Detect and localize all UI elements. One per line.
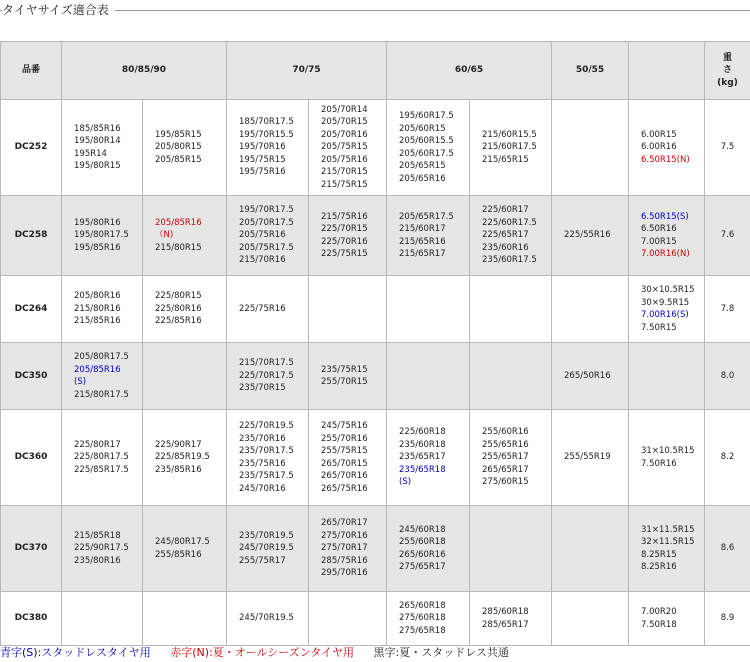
tire-size: 215/85R18 <box>74 530 121 541</box>
weight-cell: 8.9 <box>705 592 750 646</box>
tire-size: 225/90R17.5 <box>74 543 129 554</box>
size-cell <box>62 506 143 592</box>
tire-size: 215/75R16 <box>321 211 368 222</box>
tire-size: 215/70R16 <box>239 255 286 266</box>
tire-size: 285/60R18 <box>482 607 529 617</box>
size-cell <box>552 506 629 592</box>
weight-label-3: (kg) <box>717 77 738 88</box>
legend-summer-allseason: 赤字(N):夏・オールシーズンタイヤ用 <box>170 646 355 659</box>
header-series-70-75: 70/75 <box>227 42 387 100</box>
tire-size: 8.25R15 <box>641 549 677 560</box>
legend <box>0 644 525 660</box>
tire-size: 205/65R16 <box>399 173 446 184</box>
size-cell <box>309 506 387 592</box>
tire-size: (S) <box>74 377 87 387</box>
tire-size: 205/75R17.5 <box>239 242 294 253</box>
tire-size: 225/85R16 <box>155 316 202 327</box>
tire-size: 225/70R15 <box>321 224 368 234</box>
tire-size: 265/75R16 <box>321 483 368 494</box>
weight-cell: 8.0 <box>705 343 750 410</box>
tire-size: 195/85R15 <box>155 129 202 140</box>
tire-size: 265/60R18 <box>399 600 446 611</box>
size-cell <box>143 276 227 343</box>
tire-size: 205/75R15 <box>321 142 368 153</box>
model-cell: DC360 <box>1 410 62 506</box>
tire-size: (S) <box>399 477 412 488</box>
tire-size: 255/75R15 <box>321 446 368 456</box>
tire-size: 6.50R15(S) <box>641 211 689 222</box>
table-row <box>1 343 750 410</box>
tire-size: 255/55R19 <box>564 452 611 463</box>
size-cell <box>552 343 629 410</box>
size-cell <box>629 276 705 343</box>
size-cell <box>470 276 552 343</box>
tire-size: 215/75R15 <box>321 179 368 190</box>
tire-size: 295/70R16 <box>321 568 368 579</box>
tire-size: 225/80R17 <box>74 439 121 450</box>
size-cell <box>470 196 552 276</box>
size-cell <box>227 100 309 196</box>
size-cell <box>227 276 309 343</box>
tire-size: 265/70R16 <box>321 471 368 481</box>
tire-size: 205/85R16 <box>155 217 202 228</box>
tire-size: 215/60R17.5 <box>482 142 537 153</box>
tire-size: 6.00R15 <box>641 129 677 140</box>
tire-size: 7.50R15 <box>641 322 677 333</box>
size-cell <box>552 276 629 343</box>
size-cell <box>62 276 143 343</box>
tire-size: 195/70R15.5 <box>239 129 294 140</box>
size-cell <box>227 592 309 646</box>
header-weight <box>705 42 750 100</box>
tire-size: 235/80R16 <box>74 555 121 566</box>
tire-size: 30×10.5R15 <box>641 285 695 295</box>
tire-size: 195/80R14 <box>74 136 121 146</box>
tire-size: 8.25R16 <box>641 562 677 572</box>
size-cell <box>470 100 552 196</box>
tire-size: 235/75R16 <box>239 458 286 469</box>
tire-size: 7.00R16(N) <box>641 249 690 259</box>
tire-size: 205/65R15 <box>399 161 446 171</box>
tire-size: 235/65R18 <box>399 464 446 475</box>
tire-size: 6.50R16 <box>641 224 677 234</box>
tire-size: 225/70R17.5 <box>239 370 294 381</box>
size-cell <box>552 410 629 506</box>
weight-cell: 7.6 <box>705 196 750 276</box>
tire-size: 225/70R19.5 <box>239 421 294 431</box>
model-cell: DC370 <box>1 506 62 592</box>
size-cell <box>309 592 387 646</box>
size-cell <box>629 410 705 506</box>
tire-size: 205/60R15 <box>399 123 446 134</box>
table-row <box>1 410 750 506</box>
size-cell <box>143 343 227 410</box>
tire-size: 245/75R16 <box>321 421 368 431</box>
tire-size: 255/60R18 <box>399 537 446 547</box>
tire-size: 245/70R19.5 <box>239 543 294 554</box>
size-cell <box>387 196 470 276</box>
tire-size: 225/90R17 <box>155 439 202 450</box>
tire-size: 235/70R19.5 <box>239 530 294 541</box>
tire-size: 225/75R15 <box>321 249 368 259</box>
size-cell <box>227 410 309 506</box>
table-row <box>1 506 750 592</box>
tire-size: 7.00R16(S) <box>641 310 689 320</box>
size-cell <box>309 276 387 343</box>
tire-size: 235/75R15 <box>321 364 368 375</box>
tire-size: 235/70R16 <box>239 433 286 444</box>
tire-size: 255/65R17 <box>482 452 529 463</box>
tire-size: 225/85R19.5 <box>155 452 210 463</box>
model-cell: DC252 <box>1 100 62 196</box>
tire-size: 195/75R16 <box>239 167 286 178</box>
header-series-60-65: 60/65 <box>387 42 552 100</box>
header-series-80-85-90: 80/85/90 <box>62 42 227 100</box>
size-cell <box>387 410 470 506</box>
size-cell <box>387 506 470 592</box>
size-cell <box>629 506 705 592</box>
tire-size: 215/80R17.5 <box>74 389 129 400</box>
tire-size: 245/70R16 <box>239 483 286 494</box>
weight-cell: 8.2 <box>705 410 750 506</box>
tire-size: 7.50R16 <box>641 458 677 469</box>
tire-size: 195/80R16 <box>74 217 121 228</box>
table-body <box>1 100 750 646</box>
tire-size: 285/75R16 <box>321 555 368 566</box>
tire-size: 245/70R19.5 <box>239 613 294 624</box>
tire-size: 275/65R17 <box>399 562 446 572</box>
tire-size: 215/70R17.5 <box>239 358 294 369</box>
tire-size: 235/60R17.5 <box>482 255 537 266</box>
size-cell <box>470 410 552 506</box>
tire-size: 265/70R15 <box>321 458 368 469</box>
tire-size: 31×10.5R15 <box>641 446 695 456</box>
tire-size: 235/60R18 <box>399 439 446 450</box>
tire-size: 235/65R17 <box>399 452 446 463</box>
tire-size: 255/70R16 <box>321 433 368 444</box>
size-cell <box>62 100 143 196</box>
tire-size: 265/60R16 <box>399 549 446 560</box>
table-row <box>1 196 750 276</box>
tire-size: 275/65R18 <box>399 625 446 636</box>
tire-size: 205/65R17.5 <box>399 211 454 222</box>
size-cell <box>143 100 227 196</box>
tire-size: 255/70R15 <box>321 377 368 387</box>
tire-size: 225/85R17.5 <box>74 464 129 475</box>
page-title: タイヤサイズ適合表 <box>2 2 115 18</box>
tire-size: 185/70R17.5 <box>239 117 294 128</box>
tire-size: 225/80R15 <box>155 291 202 302</box>
tire-size: 225/60R17.5 <box>482 217 537 228</box>
size-cell <box>62 343 143 410</box>
tire-size: 7.00R20 <box>641 607 677 617</box>
tire-size: 245/80R17.5 <box>155 537 210 547</box>
model-cell: DC350 <box>1 343 62 410</box>
tire-size: 215/70R15 <box>321 167 368 178</box>
tire-size: 225/60R17 <box>482 205 529 216</box>
size-cell <box>309 100 387 196</box>
size-cell <box>552 592 629 646</box>
header-model: 品番 <box>1 42 62 100</box>
tire-size: 265/65R17 <box>482 464 529 475</box>
header-series-50-55: 50/55 <box>552 42 629 100</box>
tire-size: 205/60R17.5 <box>399 148 454 159</box>
tire-size: 225/80R17.5 <box>74 452 129 463</box>
tire-size: 215/80R16 <box>74 303 121 314</box>
size-cell <box>227 196 309 276</box>
tire-size: 215/60R15.5 <box>482 129 537 140</box>
tire-size: 235/60R16 <box>482 242 529 253</box>
weight-cell: 7.8 <box>705 276 750 343</box>
tire-size: 225/75R16 <box>239 303 286 314</box>
tire-size: 195/80R17.5 <box>74 230 129 241</box>
size-cell <box>309 343 387 410</box>
weight-cell: 7.5 <box>705 100 750 196</box>
tire-size: 6.00R16 <box>641 142 677 153</box>
tire-size: 205/85R15 <box>155 154 202 165</box>
size-cell <box>62 196 143 276</box>
weight-label-2: さ <box>722 65 732 76</box>
tire-size: 205/75R16 <box>321 154 368 165</box>
tire-size: 275/70R16 <box>321 530 368 541</box>
size-cell <box>470 506 552 592</box>
tire-size: 195/80R15 <box>74 161 121 171</box>
tire-size: 275/60R18 <box>399 613 446 624</box>
tire-size: 235/70R15 <box>239 383 286 394</box>
model-cell: DC380 <box>1 592 62 646</box>
tire-size: 275/70R17 <box>321 543 368 554</box>
tire-size: 195/60R17.5 <box>399 111 454 121</box>
tire-size: 225/70R16 <box>321 236 368 247</box>
tire-size: 225/65R17 <box>482 230 529 241</box>
title-row <box>0 0 750 20</box>
tire-size: 265/70R17 <box>321 518 368 529</box>
tire-size: 205/85R16 <box>74 364 121 375</box>
tire-size: 7.00R15 <box>641 236 677 247</box>
table-row <box>1 100 750 196</box>
tire-size: 205/60R15.5 <box>399 136 454 146</box>
size-cell <box>387 100 470 196</box>
tire-size: 205/75R16 <box>239 230 286 241</box>
weight-cell: 8.6 <box>705 506 750 592</box>
size-cell <box>629 196 705 276</box>
tire-size: 205/80R17.5 <box>74 352 129 362</box>
tire-size: 30×9.5R15 <box>641 297 690 308</box>
tire-size: 235/75R17.5 <box>239 471 294 481</box>
size-cell <box>629 100 705 196</box>
tire-size: 215/85R16 <box>74 316 121 327</box>
tire-size: 205/70R16 <box>321 129 368 140</box>
size-cell <box>143 196 227 276</box>
tire-size: 205/70R14 <box>321 104 368 115</box>
tire-size: 215/65R17 <box>399 249 446 259</box>
legend-common: 黒字:夏・スタッドレス共通 <box>373 646 509 659</box>
tire-size: 6.50R15(N) <box>641 154 690 165</box>
tire-size: 195R14 <box>74 148 107 159</box>
tire-size: 31×11.5R15 <box>641 524 695 535</box>
tire-size: 275/60R15 <box>482 477 529 488</box>
size-cell <box>387 592 470 646</box>
size-cell <box>62 592 143 646</box>
tire-size: 255/60R16 <box>482 427 529 438</box>
size-cell <box>629 343 705 410</box>
tire-size: 285/65R17 <box>482 619 529 630</box>
model-cell: DC264 <box>1 276 62 343</box>
size-cell <box>629 592 705 646</box>
tire-size: 235/70R17.5 <box>239 446 294 456</box>
model-cell: DC258 <box>1 196 62 276</box>
tire-size: 245/60R18 <box>399 524 446 535</box>
tire-size: 205/70R17.5 <box>239 217 294 228</box>
tire-size: 255/85R16 <box>155 549 202 560</box>
size-cell <box>143 410 227 506</box>
size-cell <box>309 196 387 276</box>
size-cell <box>470 343 552 410</box>
tire-size: 225/55R16 <box>564 230 611 241</box>
size-cell <box>387 276 470 343</box>
size-cell <box>227 343 309 410</box>
tire-size: 205/70R15 <box>321 117 368 128</box>
table-row <box>1 276 750 343</box>
size-cell <box>143 592 227 646</box>
tire-size: 225/60R18 <box>399 427 446 438</box>
tire-size: 195/70R16 <box>239 142 286 153</box>
tire-size: 265/50R16 <box>564 370 611 381</box>
tire-size: 195/85R16 <box>74 242 121 253</box>
tire-size: 195/70R17.5 <box>239 205 294 216</box>
tire-size: （N) <box>155 230 174 241</box>
tire-fitment-table <box>0 41 750 646</box>
tire-size: 215/65R16 <box>399 236 446 247</box>
weight-label-1: 重 <box>722 52 732 63</box>
size-cell <box>552 100 629 196</box>
tire-size: 215/80R15 <box>155 242 202 253</box>
tire-size: 215/60R17 <box>399 224 446 234</box>
header-empty <box>629 42 705 100</box>
tire-size: 205/80R15 <box>155 142 202 153</box>
size-cell <box>62 410 143 506</box>
tire-size: 215/65R15 <box>482 154 529 165</box>
size-cell <box>552 196 629 276</box>
tire-size: 185/85R16 <box>74 123 121 134</box>
size-cell <box>143 506 227 592</box>
tire-size: 255/65R16 <box>482 439 529 450</box>
tire-size: 205/80R16 <box>74 291 121 302</box>
size-cell <box>387 343 470 410</box>
tire-size: 235/85R16 <box>155 464 202 475</box>
tire-size: 195/75R15 <box>239 154 286 165</box>
size-cell <box>309 410 387 506</box>
size-cell <box>227 506 309 592</box>
table-row <box>1 592 750 646</box>
tire-size: 32×11.5R15 <box>641 537 695 547</box>
legend-studless: 青字(S):スタッドレスタイヤ用 <box>0 646 151 659</box>
tire-size: 255/75R17 <box>239 555 286 566</box>
tire-size: 225/80R16 <box>155 303 202 314</box>
size-cell <box>470 592 552 646</box>
tire-size: 7.50R18 <box>641 619 677 630</box>
